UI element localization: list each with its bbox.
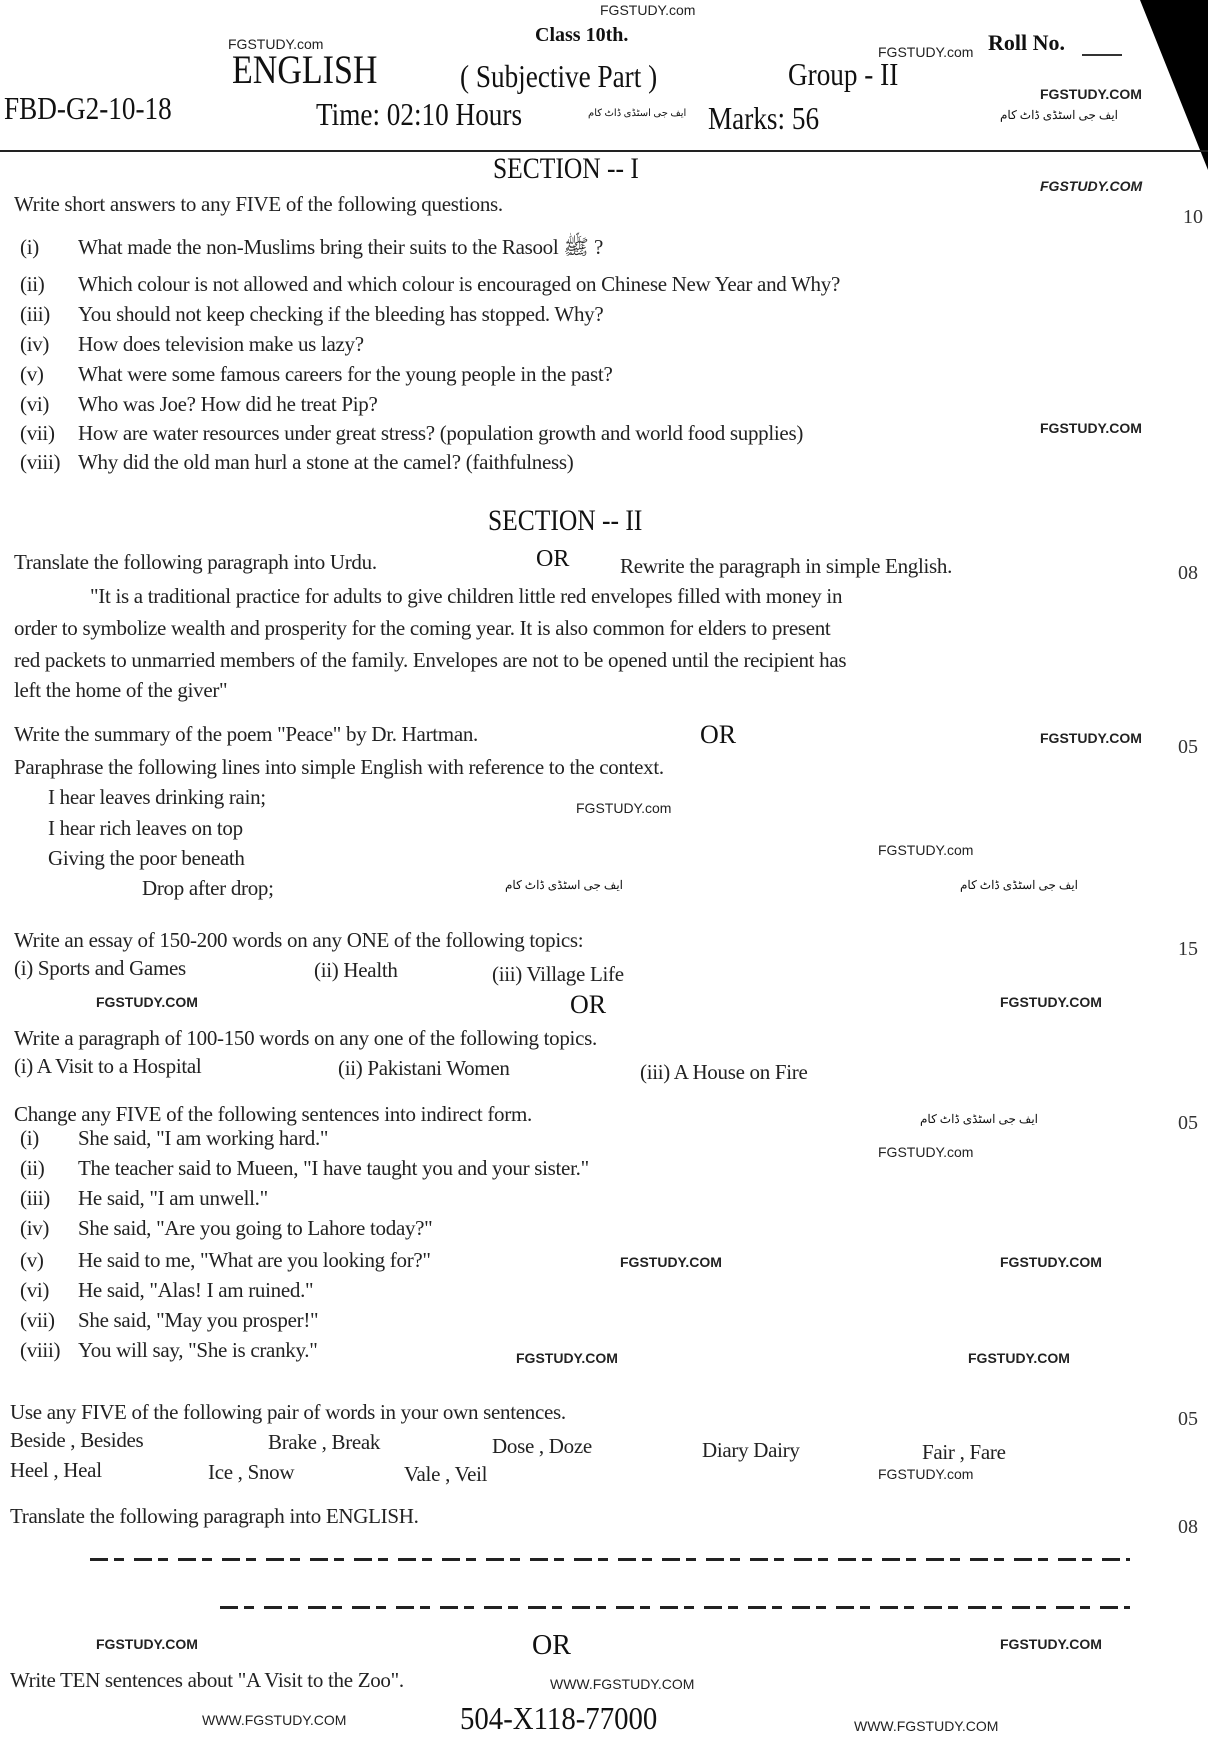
item-text: You should not keep checking if the bleeding has stopped. Why? [78,302,604,326]
word-pair: Diary Dairy [702,1438,800,1462]
question-item [20,1156,589,1181]
question-item [20,302,603,327]
paper-footer-code: 504-X118-77000 [460,1700,658,1736]
word-pair: Ice , Snow [208,1460,295,1484]
item-number: (vi) [20,392,50,416]
watermark: FGSTUDY.COM [96,994,198,1010]
watermark: WWW.FGSTUDY.COM [854,1718,999,1734]
watermark-urdu: ایف جی اسٹڈی ڈاٹ کام [588,108,687,119]
watermark: FGSTUDY.COM [1040,420,1142,436]
word-pair: Vale , Veil [404,1462,488,1486]
question-prompt: Translate the following paragraph into ENGLISH. [10,1504,419,1528]
item-text: What made the non-Muslims bring their suits to the Rasool ﷺ ? [78,235,604,259]
question-item [20,1186,268,1211]
marks: 08 [1178,562,1198,584]
poem-line: I hear leaves drinking rain; [48,785,266,809]
item-text: Which colour is not allowed and which colour is encouraged on Chinese New Year and Why? [78,272,840,296]
or-label: OR [536,546,570,572]
watermark: FGSTUDY.COM [1040,730,1142,746]
watermark: FGSTUDY.COM [1000,1254,1102,1270]
roll-no-line [1082,54,1122,56]
scan-edge-shadow [1140,0,1208,170]
question-item [20,450,573,475]
word-pair: Fair , Fare [922,1440,1006,1464]
roll-no-label: Roll No. [988,30,1065,55]
part-label: ( Subjective Part ) [460,58,658,94]
item-text: You will say, "She is cranky." [78,1338,318,1362]
urdu-paragraph-line [90,1558,1130,1561]
topic: (ii) Health [314,958,398,982]
marks: 05 [1178,1112,1198,1134]
watermark: FGSTUDY.COM [1000,994,1102,1010]
marks: 10 [1183,206,1203,228]
watermark-urdu: ایف جی اسٹڈی ڈاٹ کام [920,1112,1038,1126]
item-number: (v) [20,1248,44,1272]
group-label: Group - II [788,56,899,92]
item-text: Why did the old man hurl a stone at the camel? (faithfulness) [78,450,574,474]
item-number: (viii) [20,450,61,474]
topic: (iii) A House on Fire [640,1060,808,1084]
marks: 05 [1178,1408,1198,1430]
watermark-urdu: ایف جی اسٹڈی ڈاٹ کام [505,878,623,892]
item-number: (iii) [20,1186,50,1210]
or-label: OR [570,990,607,1019]
watermark: FGSTUDY.COM [620,1254,722,1270]
question-item [20,362,612,387]
question-prompt: Use any FIVE of the following pair of words in your own sentences. [10,1400,566,1424]
item-text: How are water resources under great stress? (population growth and world food supplies) [78,421,804,445]
marks-label: Marks: 56 [708,100,820,136]
item-text: Who was Joe? How did he treat Pip? [78,392,378,416]
or-label: OR [700,720,737,749]
item-text: What were some famous careers for the young people in the past? [78,362,613,386]
question-item [20,234,603,265]
watermark-urdu: ایف جی اسٹڈی ڈاٹ کام [1000,108,1118,122]
question-item [20,1216,432,1241]
watermark: FGSTUDY.COM [1040,86,1142,102]
item-text: He said, "Alas! I am ruined." [78,1278,314,1302]
section-title: SECTION -- I [493,152,639,185]
poem-line: Giving the poor beneath [48,846,245,870]
watermark: WWW.FGSTUDY.COM [550,1676,695,1692]
item-number: (iii) [20,302,50,326]
watermark: FGSTUDY.com [878,842,974,858]
section-title: SECTION -- II [488,504,643,537]
question-prompt: Translate the following paragraph into Urdu. [14,550,377,574]
paragraph-line: left the home of the giver" [14,678,228,702]
topic: (ii) Pakistani Women [338,1056,510,1080]
paper-code: FBD-G2-10-18 [4,90,172,126]
item-text: He said to me, "What are you looking for?" [78,1248,431,1272]
question-item [20,1308,318,1333]
watermark: FGSTUDY.COM [96,1636,198,1652]
word-pair: Beside , Besides [10,1428,144,1452]
question-prompt: Write an essay of 150-200 words on any ONE of the following topics: [14,928,584,952]
poem-line: Drop after drop; [142,876,274,900]
question-item [20,392,377,417]
question-prompt: Change any FIVE of the following sentences into indirect form. [14,1102,532,1126]
item-number: (iv) [20,332,50,356]
item-number: (viii) [20,1338,61,1362]
question-prompt: Write short answers to any FIVE of the following questions. [14,192,503,216]
item-text: How does television make us lazy? [78,332,364,356]
marks: 08 [1178,1516,1198,1538]
question-item [20,421,803,446]
item-number: (i) [20,1126,39,1150]
question-item [20,1248,431,1273]
item-number: (i) [20,235,39,259]
watermark: FGSTUDY.com [878,1144,974,1160]
urdu-paragraph-line [220,1606,1130,1609]
marks: 05 [1178,736,1198,758]
watermark: FGSTUDY.com [878,44,974,60]
question-prompt: Write the summary of the poem "Peace" by Dr. Hartman. [14,722,479,746]
poem-line: I hear rich leaves on top [48,816,243,840]
item-text: The teacher said to Mueen, "I have taught you and your sister." [78,1156,589,1180]
subject-title: ENGLISH [232,47,378,92]
item-text: She said, "Are you going to Lahore today?" [78,1216,433,1240]
watermark-urdu: ایف جی اسٹڈی ڈاٹ کام [960,878,1078,892]
watermark: FGSTUDY.com [600,2,696,18]
paragraph-line: red packets to unmarried members of the family. Envelopes are not to be opened until the recipient has [14,648,847,672]
item-number: (vii) [20,1308,55,1332]
paragraph-line: "It is a traditional practice for adults to give children little red envelopes filled with money in [90,584,843,608]
class-label: Class 10th. [535,24,629,46]
watermark: FGSTUDY.COM [1040,178,1143,194]
alt-prompt: Write TEN sentences about "A Visit to the Zoo". [10,1668,404,1692]
item-text: He said, "I am unwell." [78,1186,268,1210]
topic: (iii) Village Life [492,962,624,986]
alt-prompt: Rewrite the paragraph in simple English. [620,554,953,578]
item-number: (vi) [20,1278,50,1302]
watermark: WWW.FGSTUDY.COM [202,1712,347,1728]
alt-prompt: Write a paragraph of 100-150 words on any one of the following topics. [14,1026,597,1050]
alt-prompt: Paraphrase the following lines into simple English with reference to the context. [14,755,664,779]
word-pair: Heel , Heal [10,1458,102,1482]
item-number: (vii) [20,421,55,445]
watermark: FGSTUDY.com [576,800,672,816]
paragraph-line: order to symbolize wealth and prosperity for the coming year. It is also common for elders to present [14,616,831,640]
question-item [20,332,364,357]
watermark: FGSTUDY.COM [1000,1636,1102,1652]
item-number: (ii) [20,1156,45,1180]
watermark: FGSTUDY.com [228,36,324,52]
watermark: FGSTUDY.com [878,1466,974,1482]
word-pair: Dose , Doze [492,1434,592,1458]
watermark: FGSTUDY.COM [516,1350,618,1366]
item-text: She said, "I am working hard." [78,1126,329,1150]
watermark: FGSTUDY.COM [968,1350,1070,1366]
topic: (i) Sports and Games [14,956,186,980]
time-label: Time: 02:10 Hours [316,96,523,132]
item-text: She said, "May you prosper!" [78,1308,319,1332]
topic: (i) A Visit to a Hospital [14,1054,202,1078]
item-number: (iv) [20,1216,50,1240]
item-number: (v) [20,362,44,386]
question-item [20,272,840,297]
marks: 15 [1178,938,1198,960]
or-label: OR [532,1630,571,1661]
question-item [20,1126,328,1151]
question-item [20,1338,318,1363]
question-item [20,1278,313,1303]
item-number: (ii) [20,272,45,296]
word-pair: Brake , Break [268,1430,381,1454]
